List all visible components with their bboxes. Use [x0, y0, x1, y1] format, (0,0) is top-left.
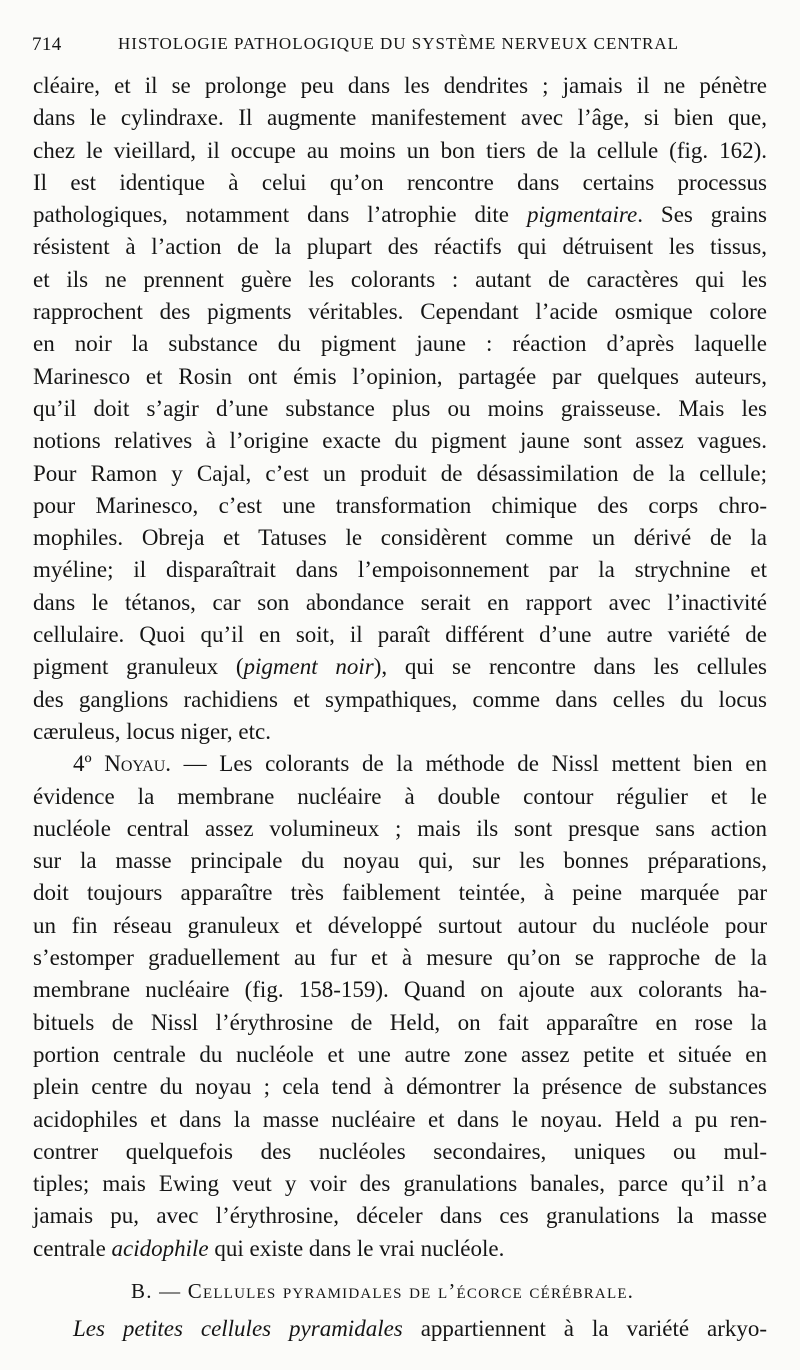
italic-term: acidophile: [111, 1235, 209, 1261]
text-fragment: pathologiques, notamment dans l’atrophie dite: [33, 202, 527, 228]
paragraph-pigment: [33, 70, 767, 748]
text-line: [33, 1233, 767, 1265]
text-line: bituels de Nissl l’érythrosine de Held, on fait apparaître en rose la: [33, 1009, 767, 1035]
text-line: évidence la membrane nucléaire à double contour régulier et le: [33, 783, 767, 809]
text-line: tiples; mais Ewing veut y voir des granulations banales, parce qu’il n’a: [33, 1171, 767, 1197]
section-heading: [33, 1275, 767, 1307]
italic-term: Les petites cellules pyramidales: [73, 1316, 403, 1342]
text-line: Il est identique à celui qu’on rencontre dans certains processus: [33, 169, 767, 195]
text-line: doit toujours apparaître très faiblement teintée, à peine marquée par: [33, 880, 767, 906]
text-line: nucléole central assez volumineux ; mais ils sont presque sans action: [33, 815, 767, 841]
text-line: qu’il doit s’agir d’une substance plus ou moins graisseuse. Mais les: [33, 395, 767, 421]
text-fragment: . Ses grains: [637, 202, 767, 228]
text-line: sur la masse principale du noyau qui, sur les bonnes préparations,: [33, 848, 767, 874]
italic-term: pigmentaire: [526, 202, 638, 228]
text-line: et ils ne prennent guère les colorants : autant de caractères qui les: [33, 266, 767, 292]
section-label: B.: [131, 1278, 153, 1303]
text-fragment: qui existe dans le vrai nucléole.: [208, 1235, 505, 1261]
section-number: 4º: [73, 751, 92, 777]
text-line: un fin réseau granuleux et développé surtout autour du nucléole pour: [33, 912, 767, 938]
text-line: portion centrale du nucléole et une autre zone assez petite et située en: [33, 1041, 767, 1067]
text-line: dans le cylindraxe. Il augmente manifestement avec l’âge, si bien que,: [33, 105, 767, 131]
text-line: cléaire, et il se prolonge peu dans les dendrites ; jamais il ne pénètre: [33, 73, 767, 98]
text-line: cellulaire. Quoi qu’il en soit, il paraît différent d’une autre variété de: [33, 622, 767, 648]
text-line: résistent à l’action de la plupart des réactifs qui détruisent les tissus,: [33, 234, 767, 260]
text-line: [33, 748, 767, 780]
text-line: Marinesco et Rosin ont émis l’opinion, partagée par quelques auteurs,: [33, 363, 767, 389]
text-line: s’estomper graduellement au fur et à mesure qu’on se rapproche de la: [33, 945, 767, 971]
text-line: contrer quelquefois des nucléoles secondaires, uniques ou mul-: [33, 1138, 767, 1164]
text-fragment: pigment granuleux (: [33, 654, 244, 680]
section-title: Cellules pyramidales de l’écorce cérébrale.: [187, 1278, 635, 1303]
text-line: notions relatives à l’origine exacte du pigment jaune sont assez vagues.: [33, 428, 767, 454]
text-line: myéline; il disparaîtrait dans l’empoisonnement par la strychnine et: [33, 557, 767, 583]
text-fragment: centrale: [33, 1235, 112, 1261]
text-line: dans le tétanos, car son abondance serait en rapport avec l’inactivité: [33, 589, 767, 615]
text-line: [33, 651, 767, 683]
section-dash: —: [152, 1278, 188, 1303]
text-line: mophiles. Obreja et Tatuses le considèrent comme un dérivé de la: [33, 525, 767, 551]
text-line: Pour Ramon y Cajal, c’est un produit de désassimilation de la cellule;: [33, 460, 767, 486]
text-line: jamais pu, avec l’érythrosine, déceler dans ces granulations la masse: [33, 1203, 767, 1229]
italic-term: pigment noir: [243, 654, 374, 680]
paragraph-heading: Noyau.: [104, 751, 172, 777]
text-line: [33, 1313, 767, 1345]
text-line: en noir la substance du pigment jaune : réaction d’après laquelle: [33, 331, 767, 357]
text-line: pour Marinesco, c’est une transformation chimique des corps chro-: [33, 492, 767, 518]
text-fragment: ), qui se rencontre dans les cellules: [373, 654, 767, 680]
text-line: chez le vieillard, il occupe au moins un bon tiers de la cellule (fig. 162).: [33, 137, 767, 163]
text-line: des ganglions rachidiens et sympathiques, comme dans celles du locus: [33, 686, 767, 712]
text-line: cæruleus, locus niger, etc.: [33, 718, 271, 744]
text-fragment: appartiennent à la variété arkyo-: [402, 1316, 768, 1342]
text-line: membrane nucléaire (fig. 158-159). Quand on ajoute aux colorants ha-: [33, 977, 767, 1003]
page-header: [32, 30, 772, 62]
paragraph-noyau: [33, 748, 767, 1265]
text-fragment: — Les colorants de la méthode de Nissl mettent bien en: [171, 751, 767, 777]
body-text: [33, 70, 767, 1346]
paragraph-pyramidales: [33, 1313, 767, 1345]
running-title: HISTOLOGIE PATHOLOGIQUE DU SYSTÈME NERVEUX CENTRAL: [118, 34, 679, 53]
text-line: plein centre du noyau ; cela tend à démontrer la présence de substances: [33, 1074, 767, 1100]
text-line: [33, 199, 767, 231]
text-line: rapprochent des pigments véritables. Cependant l’acide osmique colore: [33, 299, 767, 325]
text-line: acidophiles et dans la masse nucléaire et dans le noyau. Held a pu ren-: [33, 1106, 767, 1132]
page-number: 714: [32, 34, 62, 55]
